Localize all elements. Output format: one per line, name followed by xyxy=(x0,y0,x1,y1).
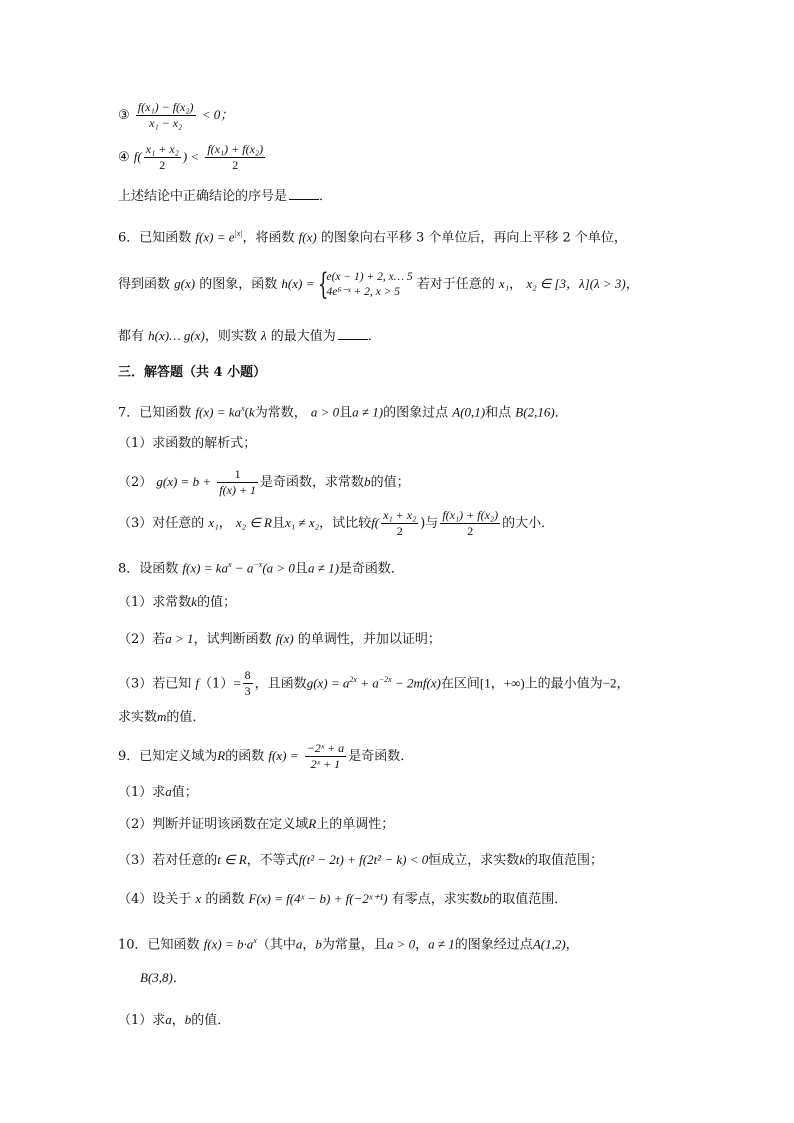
q8-stem xyxy=(118,556,404,578)
q6-text: 6．已知函数 xyxy=(118,230,192,246)
q8-text: ，且函数 xyxy=(254,676,307,692)
q7-text: 和点 xyxy=(485,405,512,421)
q6-text: 得到函数 xyxy=(118,277,171,292)
q6-lambda: λ xyxy=(260,328,267,343)
q9-text: 恒成立，求实数 xyxy=(428,853,520,868)
q9-fx: f(x) = xyxy=(268,748,299,763)
q8-text: 且 xyxy=(294,561,308,577)
q6-x2: x₂ ∈ [3，λ](λ > 3) xyxy=(526,276,626,291)
q10-b: b xyxy=(315,936,322,952)
q8-cond: (a > 0 xyxy=(262,560,295,576)
q7-text: ，试比较 xyxy=(319,516,372,531)
q6-hx: h(x) = xyxy=(281,276,315,291)
q8-min: −2 xyxy=(602,675,617,691)
q6-text: ． xyxy=(367,329,381,344)
q8-exp: −2x xyxy=(378,675,392,684)
q9-text: 的取值范围． xyxy=(489,892,568,907)
q8-exp: x xyxy=(228,560,232,569)
q9-r: R xyxy=(217,748,226,763)
q7-cond: a > 0 xyxy=(310,404,340,420)
q7-den: 2 xyxy=(467,524,474,538)
item-4-lhs-den: 2 xyxy=(159,158,166,172)
q9-fraction xyxy=(305,741,347,772)
item-4-mid: ) < xyxy=(182,149,200,164)
q7-text: ( xyxy=(244,404,249,420)
conclusion-end: ． xyxy=(319,189,333,204)
q9-text: 的取值范围； xyxy=(525,853,604,868)
q10-text: 的图象经过点 xyxy=(454,937,533,953)
item-3-tail: < 0； xyxy=(201,107,234,122)
q6-fx: f(x) = e xyxy=(195,229,235,245)
q6-gx: g(x) xyxy=(174,276,196,291)
q6-line1 xyxy=(118,225,627,247)
q8-text: （3）若已知 xyxy=(118,676,192,692)
q6-text: 的图象向右平移 3 个单位后，再向上平移 2 个单位， xyxy=(320,230,627,246)
q7-text: （2） xyxy=(118,475,153,490)
q8-part2 xyxy=(118,630,441,649)
q6-text: ，则实数 xyxy=(204,329,257,344)
q7-den: 2 xyxy=(396,524,403,538)
q10-point-b: B(3,8) xyxy=(140,970,173,985)
q9-num: −2ˣ + a xyxy=(306,741,345,755)
q7-b: b xyxy=(364,474,371,489)
item-4-lhs-fraction xyxy=(144,142,181,173)
conclusion-text: 上述结论中正确结论的序号是 xyxy=(118,189,288,204)
q9-b: b xyxy=(482,891,490,906)
q10-text: ， xyxy=(302,937,316,953)
q8-fx: f(x) xyxy=(275,631,294,646)
q8-f: f xyxy=(195,675,200,691)
q7-neq: x₁ ≠ x₂ xyxy=(284,515,320,530)
q9-r: R xyxy=(308,816,317,831)
q7-fraction xyxy=(217,467,258,498)
q8-gx: g(x) = a xyxy=(306,675,350,691)
piecewise-row: e(x − 1) + 2, x… 5 xyxy=(326,270,413,283)
piecewise-function xyxy=(318,266,413,302)
item-4-rhs-den: 2 xyxy=(232,158,239,172)
q7-text: 的大小． xyxy=(502,516,555,531)
q10-stem xyxy=(118,932,579,954)
piecewise-row: 4e⁶⁻ˣ + 2, x > 5 xyxy=(326,285,401,298)
q6-text: 都有 xyxy=(118,329,145,344)
q8-exp: −x xyxy=(253,560,263,569)
q10-text: ． xyxy=(172,971,186,986)
q6-text: 的最大值为 xyxy=(270,329,336,344)
q6-text: 的图象，函数 xyxy=(199,277,278,292)
q7-fx: f(x) = ka xyxy=(195,404,242,420)
q7-fraction xyxy=(440,508,500,539)
q7-point-a: A(0,1) xyxy=(452,404,486,420)
q10-text: ， xyxy=(171,1013,185,1028)
item-3 xyxy=(118,100,233,131)
q10-part1 xyxy=(118,1011,230,1030)
q10-text: （1）求 xyxy=(118,1013,166,1028)
item-4-marker: ④ xyxy=(118,150,130,165)
q6-line2 xyxy=(118,268,639,300)
q8-gx: + a xyxy=(356,675,379,691)
q6-text: ， xyxy=(625,277,639,292)
q10-point-a: A(1,2) xyxy=(532,936,566,952)
q8-m: m xyxy=(157,709,167,724)
q10-text: （其中 xyxy=(256,937,296,953)
q9-text: 上的单调性； xyxy=(316,817,395,832)
q8-text: 在区间 xyxy=(440,676,480,692)
q8-fx: − a xyxy=(231,560,254,576)
q8-text: （2）若 xyxy=(118,632,166,647)
q7-point-b: B(2,16) xyxy=(515,404,555,420)
item-4 xyxy=(118,142,267,173)
q9-text: 是奇函数． xyxy=(348,749,414,764)
q7-gx: g(x) = b + xyxy=(156,474,212,489)
q7-text: 的图象过点 xyxy=(383,405,449,421)
q10-a: a xyxy=(165,1012,172,1027)
q8-fraction xyxy=(243,668,253,699)
q7-text: 且 xyxy=(339,405,353,421)
q8-text: ，试判断函数 xyxy=(193,632,272,647)
item-4-rhs-num: f(x₁) + f(x₂) xyxy=(207,142,264,156)
q6-exp: |x| xyxy=(234,229,243,238)
item-3-denominator: x₁ − x₂ xyxy=(149,116,183,130)
q9-part3 xyxy=(118,851,603,870)
q7-x1: x₁ xyxy=(208,515,219,530)
q8-den: 3 xyxy=(244,684,251,699)
q7-cond: a ≠ 1) xyxy=(352,404,384,420)
q8-text: ， xyxy=(616,676,630,692)
q7-text: 是奇函数，求常数 xyxy=(260,475,365,490)
q7-part3 xyxy=(118,505,554,541)
q10-fx: f(x) = b·a xyxy=(203,936,254,952)
q9-text: 9．已知定义域为 xyxy=(118,749,218,764)
q7-k: k xyxy=(248,404,255,420)
q9-fx: F(x) = f(4ˣ − b) + f(−2ˣ⁺¹) xyxy=(248,891,388,906)
q9-part2 xyxy=(118,815,394,834)
q9-text: （2）判断并证明该函数在定义域 xyxy=(118,817,309,832)
q10-cond: a ≠ 1 xyxy=(428,936,455,952)
q7-den: f(x) + 1 xyxy=(219,483,257,497)
q7-exp: x xyxy=(241,404,245,413)
q9-x: x xyxy=(195,891,202,906)
brace-icon: { xyxy=(318,266,329,302)
q6-text: ， xyxy=(509,277,523,292)
q10-text: ， xyxy=(565,937,579,953)
q8-interval: [1，+∞) xyxy=(479,675,525,691)
q9-text: （3）若对任意的 xyxy=(118,853,218,868)
q7-text: ． xyxy=(554,405,568,421)
q8-cond: a > 1 xyxy=(165,631,194,646)
q8-text: （1） xyxy=(199,676,234,692)
q6-text: 若对于任意的 xyxy=(416,277,495,292)
q9-text: 的函数 xyxy=(225,749,265,764)
conclusion-line xyxy=(118,188,332,206)
q10-exp: x xyxy=(253,936,257,945)
item-3-marker: ③ xyxy=(118,108,130,123)
q7-text: ， xyxy=(218,516,232,531)
q9-part4 xyxy=(118,890,567,909)
q8-text: 的单调性，并加以证明； xyxy=(297,632,441,647)
q7-text: )与 xyxy=(420,516,439,531)
q7-part1: （1）求函数的解析式； xyxy=(118,436,257,451)
q10-text: ， xyxy=(415,937,429,953)
q10-a: a xyxy=(295,936,303,952)
q8-k: k xyxy=(191,594,198,609)
q8-fx: f(x) = ka xyxy=(182,560,229,576)
q7-stem xyxy=(118,400,568,422)
q10-text: 的值． xyxy=(191,1013,231,1028)
answer-blank xyxy=(289,188,319,200)
item-3-fraction xyxy=(136,100,196,131)
q10-text: 10．已知函数 xyxy=(118,937,200,953)
q10-cond: a > 0 xyxy=(386,936,416,952)
q8-exp: 2x xyxy=(349,675,357,684)
q9-text: 的函数 xyxy=(205,892,245,907)
q10-text: 为常量，且 xyxy=(321,937,387,953)
q6-x1: x₁ xyxy=(498,276,510,291)
q8-text: 8．设函数 xyxy=(118,561,179,577)
item-4-rhs-fraction xyxy=(205,142,265,173)
q7-text: 的值； xyxy=(370,475,410,490)
q8-num: 8 xyxy=(244,668,251,683)
q9-part1 xyxy=(118,783,198,802)
q9-a: a xyxy=(165,784,172,799)
q9-ineq: f(t² − 2t) + f(2t² − k) < 0 xyxy=(298,852,429,867)
q7-fraction xyxy=(381,508,418,539)
q8-text: 的值． xyxy=(166,710,206,725)
q9-t: t ∈ R xyxy=(217,852,247,867)
q9-stem xyxy=(118,738,413,774)
q8-text: （1）求常数 xyxy=(118,595,192,610)
q8-text: 求实数 xyxy=(118,710,158,725)
q7-part2 xyxy=(118,464,410,500)
q7-text: 且 xyxy=(271,516,285,531)
q8-cond: a ≠ 1) xyxy=(307,560,339,576)
section-heading: 三．解答题（共 4 小题） xyxy=(118,365,267,380)
q7-x2: x₂ ∈ R xyxy=(235,515,272,530)
q8-gx: − 2mf(x) xyxy=(391,675,441,691)
q7-text: 7．已知函数 xyxy=(118,405,192,421)
item-3-numerator: f(x₁) − f(x₂) xyxy=(137,100,194,114)
q8-text: 上的最小值为 xyxy=(524,676,603,692)
answer-blank xyxy=(338,328,368,340)
q10-line2 xyxy=(140,969,186,988)
q7-num: x₁ + x₂ xyxy=(383,508,417,522)
q9-text: （4）设关于 xyxy=(118,892,192,907)
q7-f: f( xyxy=(371,515,380,530)
q9-k: k xyxy=(519,852,526,867)
q9-text: 有零点，求实数 xyxy=(391,892,483,907)
q9-text: （1）求 xyxy=(118,785,166,800)
item-4-lhs-pre: f( xyxy=(133,149,142,164)
q8-text: 的值； xyxy=(197,595,237,610)
item-4-lhs-num: x₁ + x₂ xyxy=(145,142,179,156)
q8-part1 xyxy=(118,593,236,612)
q7-text: （3）对任意的 xyxy=(118,516,205,531)
q6-ineq: h(x)… g(x) xyxy=(148,328,205,343)
q8-part3-line2 xyxy=(118,708,205,727)
q7-num: f(x₁) + f(x₂) xyxy=(442,508,499,522)
q6-text: ，将函数 xyxy=(242,230,295,246)
q7-num: 1 xyxy=(217,467,258,483)
q10-b: b xyxy=(184,1012,192,1027)
q9-text: 值； xyxy=(171,785,198,800)
q6-line3 xyxy=(118,327,381,346)
q9-den: 2ˣ + 1 xyxy=(310,757,341,771)
q8-part3 xyxy=(118,662,630,698)
q8-eq: = xyxy=(233,675,241,691)
q8-text: 是奇函数． xyxy=(338,561,404,577)
q6-fx2: f(x) xyxy=(298,229,317,245)
q9-text: ，不等式 xyxy=(246,853,299,868)
q7-text: 为常数， xyxy=(254,405,307,421)
